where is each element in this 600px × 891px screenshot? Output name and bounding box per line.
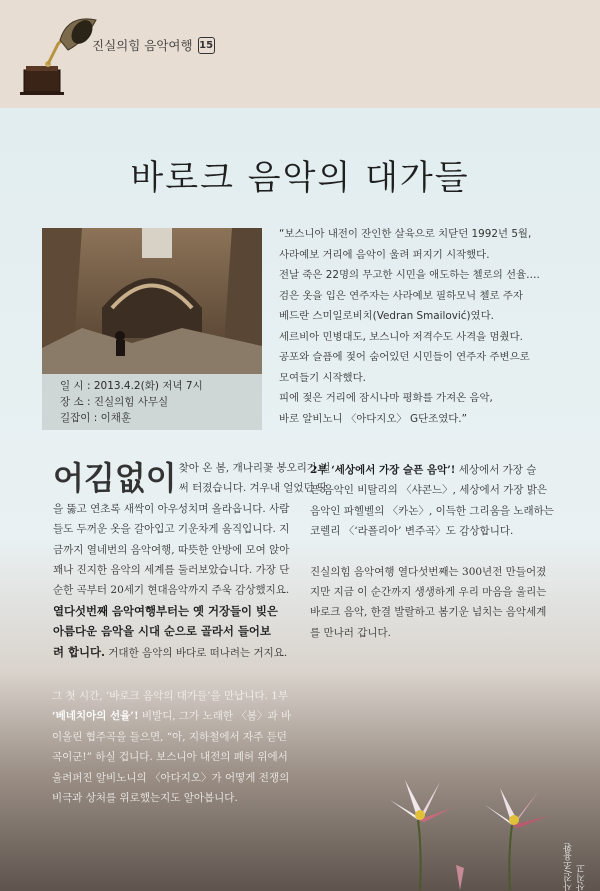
gramophone-icon [18, 14, 98, 98]
photo-credit: 사진/조용환 산지고 [564, 842, 587, 891]
ruins-photo [42, 228, 262, 374]
part2-heading-rest: 세상에서 가장 슬 [455, 464, 537, 476]
part1-heading-line [52, 706, 302, 726]
right-line: 음악인 파헬벨의 〈카논〉, 이득한 그리움을 노래하는 [310, 504, 554, 517]
right-line: 지만 지금 이 순간까지 생생하게 우리 마음을 울리는 [310, 586, 547, 599]
guide-value: 이채훈 [100, 412, 132, 424]
quote-line: 검은 옷을 입은 연주자는 사라예보 필하모닉 첼로 주자 [279, 289, 523, 302]
place-value: 진실의힘 사무실 [93, 396, 169, 408]
quote-line: 바로 알비노니 〈아다지오〉 G단조였다.” [279, 412, 467, 425]
quote-line: 베드란 스미일로비치(Vedran Smailović)였다. [279, 310, 494, 322]
lead-line: 써 터졌습니다. 겨우내 얼었던 땅 [178, 482, 328, 495]
right-line: 바로크 음악, 한결 발랄하고 봄기운 넘치는 음악세계 [310, 606, 547, 619]
place-label: 장 소 : [60, 396, 91, 408]
lead-bold-line [53, 621, 293, 641]
bottom-left-paragraph [52, 686, 302, 808]
date-label: 일 시 : [60, 380, 91, 392]
lead-line: 순한 곡부터 20세기 현대음악까지 주욱 감상했지요. [53, 584, 290, 597]
event-guide [42, 410, 262, 426]
lead-paragraph [53, 458, 331, 663]
issue-number-badge: 15 [198, 37, 215, 54]
series-title-text: 진실의힘 음악여행 [92, 38, 193, 53]
quote-line: 사라예보 거리에 음악이 울려 퍼지기 시작했다. [279, 248, 490, 261]
lead-bold-text: 아름다운 음악을 시대 순으로 골라서 들어보 [53, 624, 271, 639]
spacer [310, 542, 580, 562]
ruins-photo-image [42, 228, 262, 374]
bottom-line: 이올린 협주곡을 들으면, “아, 지하철에서 자주 듣던 [52, 730, 287, 743]
quote-line: 모여들기 시작했다. [279, 371, 366, 384]
lead-line: 들도 두꺼운 옷을 갈아입고 기운차게 움직입니다. 지 [53, 523, 290, 536]
part1-heading: ‘베네치아의 선율’! [52, 710, 139, 723]
right-line: 를 만나러 갑니다. [310, 626, 392, 639]
part1-heading-rest: 비발디, 그가 노래한 〈봄〉과 바 [138, 710, 292, 723]
bottom-line: 그 첫 시간, ‘바로크 음악의 대가들’을 만납니다. 1부 [52, 690, 289, 702]
lead-last-rest: 거대한 음악의 바다로 떠나려는 거지요. [104, 646, 288, 659]
quote-line: 전날 죽은 22명의 무고한 시민을 애도하는 첼로의 선율…. [279, 269, 540, 281]
lead-line: 을 뚫고 연초록 새싹이 아우성치며 올라옵니다. 사람 [53, 502, 290, 515]
dropcap-word: 어김없이 [53, 459, 177, 497]
date-value: 2013.4.2(화) 저녁 7시 [93, 380, 203, 392]
right-line: 진실의힘 음악여행 열다섯번째는 300년전 만들어졌 [310, 565, 547, 578]
series-title [92, 36, 215, 54]
quote-block [279, 224, 575, 429]
lead-last-bold: 려 합니다. [53, 644, 105, 659]
lead-line: 찾아 온 봄, 개나리꽃 봉오리가 벌 [178, 462, 331, 474]
part2-heading: 2부 ‘세상에서 가장 슬픈 음악’! [310, 464, 456, 476]
event-info-box [42, 374, 262, 430]
spring-flowers-illustration [360, 760, 580, 890]
quote-line: 공포와 슬픔에 젖어 숨어있던 시민들이 연주자 주변으로 [279, 351, 530, 363]
header-band [0, 0, 600, 108]
lead-line: 꽤나 진지한 음악의 세계를 둘러보았습니다. 가장 단 [53, 564, 290, 577]
lead-bold-line [53, 601, 293, 621]
page-title: 바로크 음악의 대가들 [130, 158, 470, 198]
lead-last-line [53, 642, 293, 663]
bottom-line: 곡이군!” 하실 겁니다. 보스니아 내전의 폐허 위에서 [52, 751, 288, 764]
quote-line: “보스니아 내전이 잔인한 살육으로 치닫던 1992년 5월, [279, 228, 532, 240]
quote-line: 세르비아 민병대도, 보스니아 저격수도 사격을 멈췄다. [279, 330, 523, 343]
quote-line: 피에 젖은 거리에 잠시나마 평화를 가져온 음악, [279, 392, 493, 404]
part2-heading-line [310, 460, 580, 480]
right-line: 코렐리 〈‘라폴리아’ 변주곡〉도 감상합니다. [310, 525, 514, 538]
bottom-line: 비극과 상처를 위로했는지도 알아봅니다. [52, 792, 238, 805]
lead-line: 금까지 열네번의 음악여행, 따뜻한 안방에 모여 앉아 [53, 543, 290, 556]
guide-label: 길잡이 : [60, 412, 98, 424]
bottom-line: 울려퍼진 알비노니의 〈아다지오〉가 어떻게 전쟁의 [52, 771, 290, 784]
right-column [310, 460, 580, 643]
event-place [42, 394, 262, 410]
right-line: 픈 음악인 비탈리의 〈샤콘느〉, 세상에서 가장 밝은 [310, 484, 548, 497]
lead-bold-text: 열다섯번째 음악여행부터는 옛 거장들이 빚은 [53, 603, 278, 618]
event-date [42, 378, 262, 394]
